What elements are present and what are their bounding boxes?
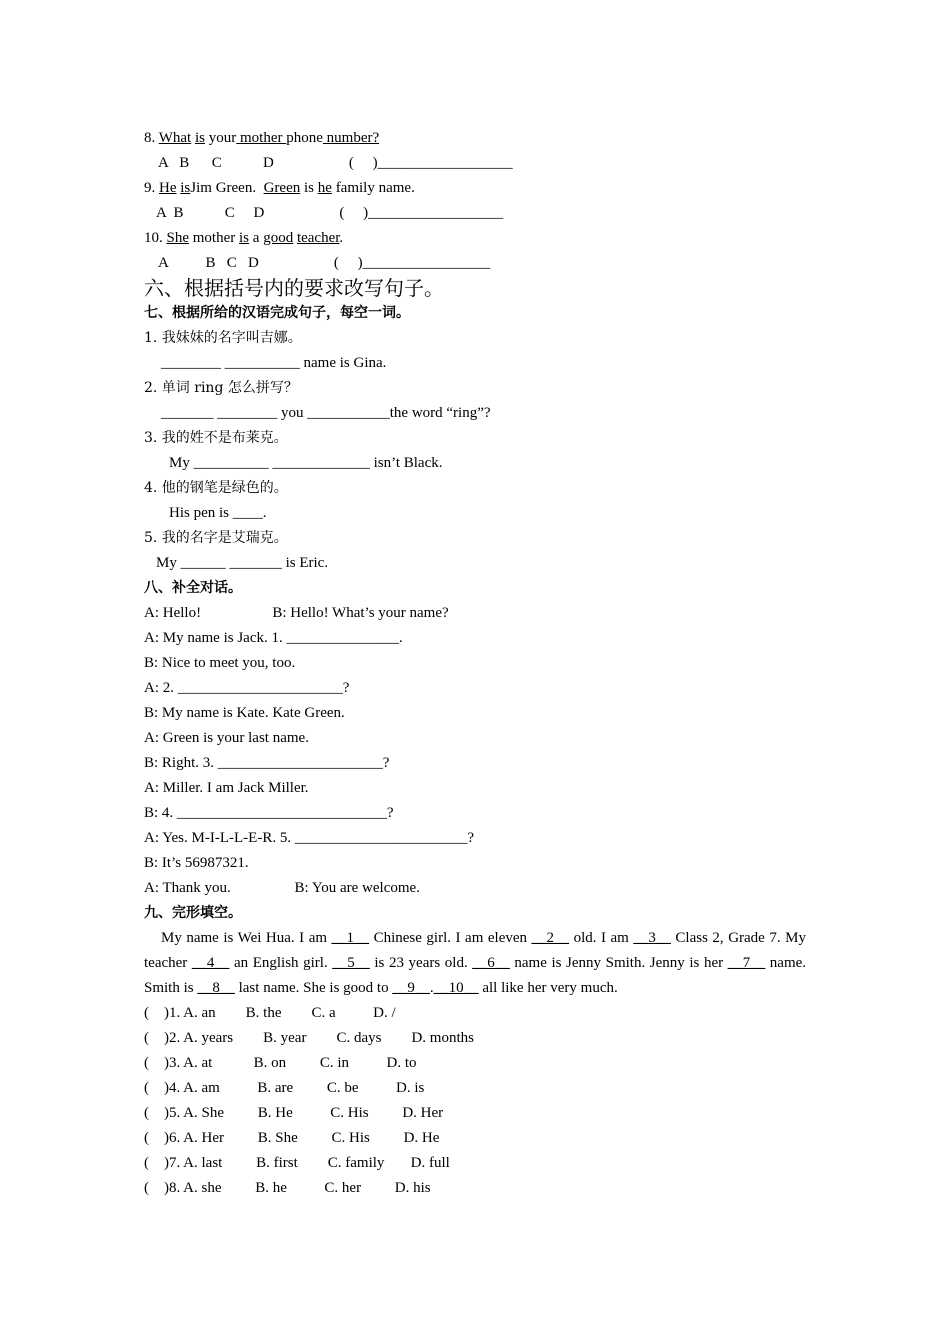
question-8-options[interactable]: A B C D ( )__________________ <box>158 155 513 171</box>
passage-text: Chinese girl. I am eleven <box>369 930 532 946</box>
question-number: 9. <box>144 180 156 196</box>
s7-item-3-cn: 3. 我的姓不是布莱克。 <box>144 430 288 446</box>
question-8 <box>144 126 806 151</box>
question-9-options[interactable]: A B C D ( )__________________ <box>156 205 504 221</box>
s7-item-1-en[interactable]: ________ __________ name is Gina. <box>161 355 387 371</box>
cloze-choice-3[interactable]: ( )3. A. at B. on C. in D. to <box>144 1055 417 1071</box>
underlined-word: What <box>158 130 192 146</box>
passage-text: My name is Wei Hua. I am <box>161 930 332 946</box>
passage-text: name. Smith is <box>144 955 807 996</box>
word: your <box>208 130 237 146</box>
question-9 <box>144 176 806 201</box>
dialogue-line: A: Thank you. B: You are welcome. <box>144 880 420 896</box>
passage-text: name is Jenny Smith. Jenny is her <box>509 955 728 971</box>
dialogue-line[interactable]: A: Yes. M-I-L-L-E-R. 5. _______________________? <box>144 830 474 846</box>
dialogue-line: B: Nice to meet you, too. <box>144 655 296 671</box>
passage-text: last name. She is good to <box>234 980 393 996</box>
underlined-word: is <box>180 180 191 196</box>
underlined-word: he <box>317 180 332 196</box>
question-10 <box>144 226 806 251</box>
question-10-options[interactable]: A B C D ( )_________________ <box>158 255 491 271</box>
question-number: 8. <box>144 130 156 146</box>
s7-item-2-cn: 2. 单词 ring 怎么拼写？ <box>144 380 298 396</box>
passage-text: old. I am <box>569 930 634 946</box>
cloze-blank[interactable]: __10__ <box>433 980 479 996</box>
s7-item-3-en[interactable]: My __________ _____________ isn’t Black. <box>169 455 443 471</box>
passage-text: all like her very much. <box>478 980 618 996</box>
dialogue-line[interactable]: B: Right. 3. ______________________? <box>144 755 390 771</box>
cloze-choice-4[interactable]: ( )4. A. am B. are C. be D. is <box>144 1080 425 1096</box>
dialogue-line[interactable]: A: My name is Jack. 1. _______________. <box>144 630 403 646</box>
cloze-choice-8[interactable]: ( )8. A. she B. he C. her D. his <box>144 1180 431 1196</box>
cloze-choice-5[interactable]: ( )5. A. She B. He C. His D. Her <box>144 1105 444 1121</box>
s7-item-5-en[interactable]: My ______ _______ is Eric. <box>156 555 329 571</box>
underlined-word: mother <box>236 130 287 146</box>
word: family name. <box>331 180 415 196</box>
question-number: 10. <box>144 230 163 246</box>
section-6-title: 六、根据括号内的要求改写句子。 <box>144 276 444 300</box>
word: Jim Green. <box>190 180 264 196</box>
cloze-blank[interactable]: __9__ <box>392 980 430 996</box>
underlined-word: Green <box>263 180 301 196</box>
cloze-choice-7[interactable]: ( )7. A. last B. first C. family D. full <box>144 1155 450 1171</box>
dialogue-line: A: Green is your last name. <box>144 730 309 746</box>
s7-item-4-en[interactable]: His pen is ____. <box>169 505 267 521</box>
cloze-passage <box>144 926 806 1001</box>
cloze-blank[interactable]: __4__ <box>191 955 230 971</box>
cloze-blank[interactable]: __7__ <box>727 955 766 971</box>
passage-text: an English girl. <box>229 955 333 971</box>
underlined-word: number? <box>322 130 380 146</box>
cloze-choice-1[interactable]: ( )1. A. an B. the C. a D. / <box>144 1005 396 1021</box>
section-8-title: 八、补全对话。 <box>144 580 242 596</box>
cloze-choice-6[interactable]: ( )6. A. Her B. She C. His D. He <box>144 1130 440 1146</box>
underlined-word: is <box>239 230 250 246</box>
cloze-blank[interactable]: __2__ <box>531 930 570 946</box>
underlined-word: is <box>194 130 205 146</box>
s7-item-2-en[interactable]: _______ ________ you ___________the word “ring”? <box>161 405 491 421</box>
word: . <box>339 230 344 246</box>
cloze-choice-2[interactable]: ( )2. A. years B. year C. days D. months <box>144 1030 474 1046</box>
section-7-title: 七、根据所给的汉语完成句子，每空一词。 <box>144 305 410 321</box>
word: mother <box>189 230 239 246</box>
section-9-title: 九、完形填空。 <box>144 905 242 921</box>
passage-text: . <box>429 980 434 996</box>
cloze-blank[interactable]: __3__ <box>633 930 671 946</box>
word: phone <box>286 130 323 146</box>
passage-text: is 23 years old. <box>369 955 473 971</box>
s7-item-1-cn: 1. 我妹妹的名字叫吉娜。 <box>144 330 302 346</box>
word: a <box>249 230 264 246</box>
cloze-blank[interactable]: __5__ <box>332 955 370 971</box>
cloze-blank[interactable]: __8__ <box>197 980 235 996</box>
cloze-blank[interactable]: __1__ <box>331 930 370 946</box>
passage-text: Class 2, Grade 7. My teacher <box>144 930 806 971</box>
cloze-blank[interactable]: __6__ <box>472 955 510 971</box>
dialogue-line: B: My name is Kate. Kate Green. <box>144 705 345 721</box>
underlined-word: She <box>166 230 189 246</box>
underlined-word: teacher <box>296 230 340 246</box>
dialogue-line: B: It’s 56987321. <box>144 855 249 871</box>
dialogue-line: A: Miller. I am Jack Miller. <box>144 780 309 796</box>
underlined-word: He <box>159 180 177 196</box>
underlined-word: good <box>263 230 294 246</box>
dialogue-line: A: Hello! B: Hello! What’s your name? <box>144 605 449 621</box>
dialogue-line[interactable]: B: 4. ____________________________? <box>144 805 394 821</box>
dialogue-line[interactable]: A: 2. ______________________? <box>144 680 350 696</box>
word: is <box>300 180 318 196</box>
s7-item-4-cn: 4. 他的钢笔是绿色的。 <box>144 480 288 496</box>
s7-item-5-cn: 5. 我的名字是艾瑞克。 <box>144 530 288 546</box>
